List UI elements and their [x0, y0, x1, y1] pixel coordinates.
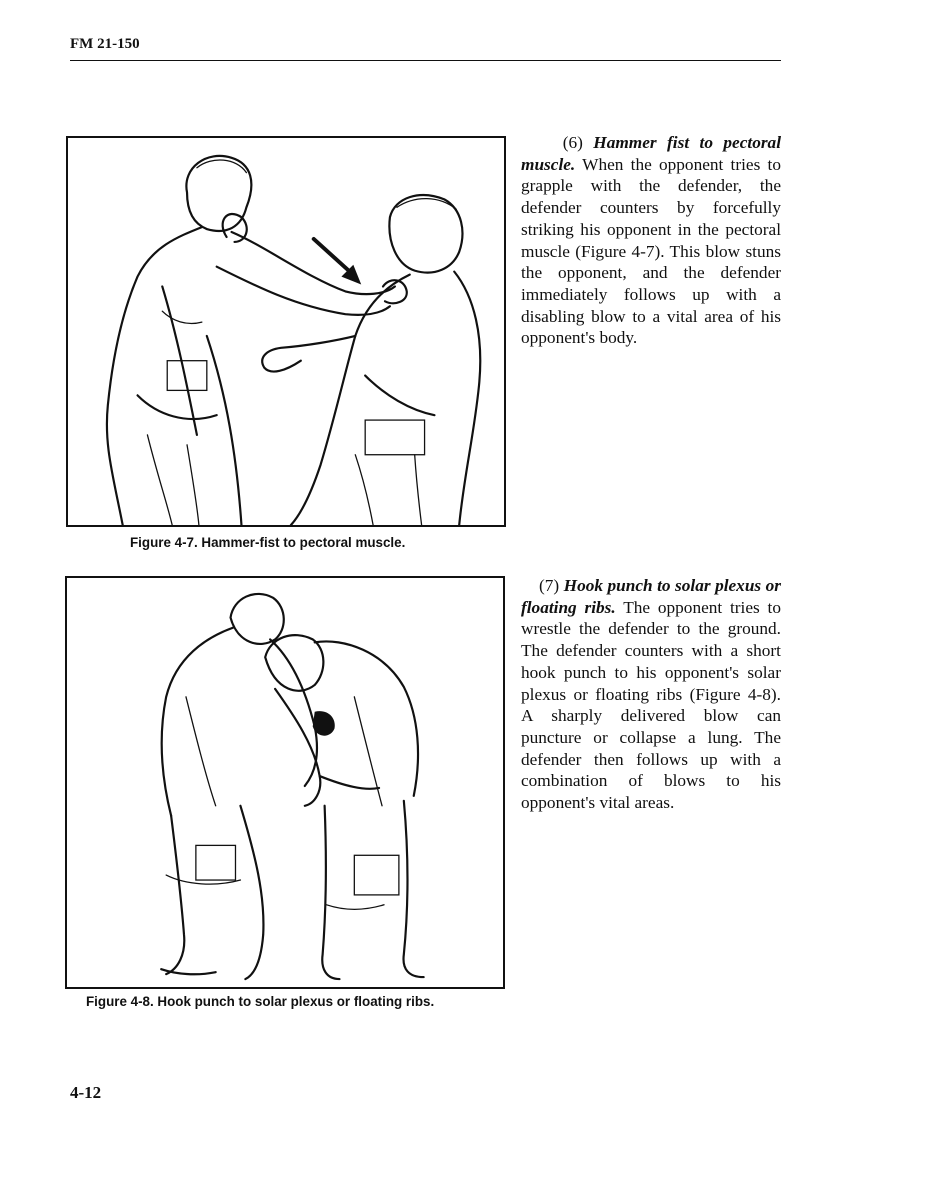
paragraph-7-number: (7)	[538, 576, 560, 595]
figure-4-8-caption: Figure 4-8. Hook punch to solar plexus or floating ribs.	[86, 994, 435, 1009]
figure-4-7-illustration	[66, 136, 506, 527]
paragraph-7-title: Hook punch to solar plexus or floating ribs.	[521, 576, 782, 617]
paragraph-7-body: The opponent tries to wrestle the defender to the ground. The defender counters with a short hook punch to his opponent's solar plexus or floating ribs (Figure 4-8). A sharply delivered blow can puncture or collapse a lung. The defender then follows up with a combination of blows to his opponent's vital areas.	[521, 597, 782, 813]
left-soldier-figure	[161, 594, 317, 979]
paragraph-6-title: Hammer fist to pectoral muscle.	[521, 133, 782, 174]
paragraph-6-number: (6)	[562, 133, 583, 152]
hammer-fist-drawing	[68, 138, 504, 525]
right-soldier-figure	[265, 635, 423, 979]
header-rule	[70, 60, 781, 61]
figure-4-8-illustration	[65, 576, 505, 989]
opponent-figure	[262, 195, 480, 525]
paragraph-7	[521, 575, 781, 814]
page-number: 4-12	[70, 1083, 102, 1102]
paragraph-6-body: When the opponent tries to grapple with the defender, the defender counters by forcefully striking his opponent in the pectoral muscle (Figure 4-7). This blow stuns the opponent, and the defender immediately follows up with a disabling blow to a vital area of his opponent's body.	[521, 154, 781, 348]
hook-punch-drawing	[67, 578, 503, 987]
defender-figure	[107, 156, 395, 525]
figure-4-7-caption: Figure 4-7. Hammer-fist to pectoral muscle.	[130, 535, 406, 550]
page-header: FM 21-150	[70, 36, 140, 52]
paragraph-6	[521, 132, 781, 349]
strike-arrow	[314, 239, 362, 285]
